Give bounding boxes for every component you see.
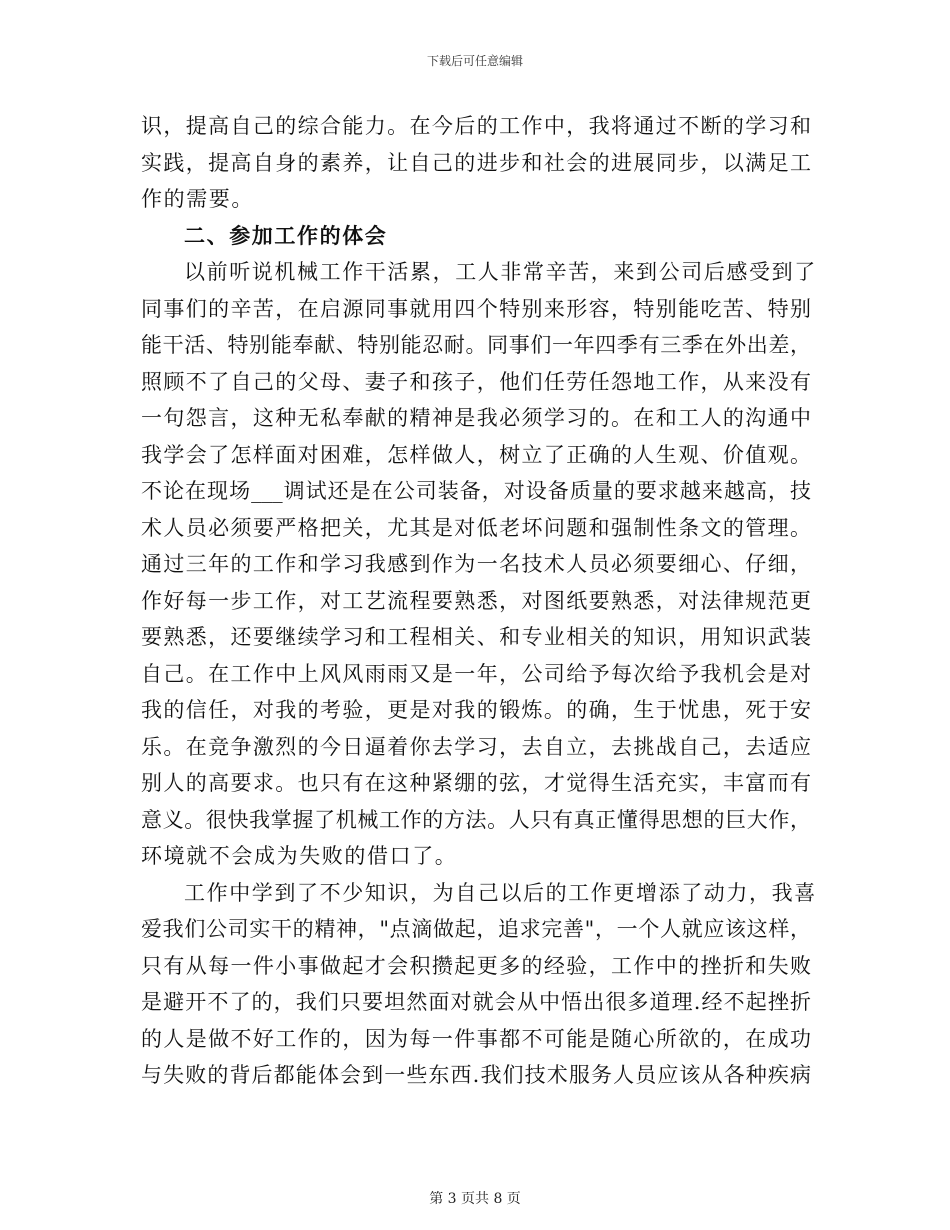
page-number: 第 3 页共 8 页	[429, 1191, 521, 1207]
text-line: 与失败的背后都能体会到一些东西.我们技术服务人员应该从各种疾病	[141, 1063, 811, 1087]
text-line: 我的信任，对我的考验，更是对我的锻炼。的确，生于忧患，死于安	[141, 698, 811, 722]
text-line: 以前听说机械工作干活累，工人非常辛苦，来到公司后感受到了	[184, 260, 817, 284]
text-line: 自己。在工作中上风风雨雨又是一年，公司给予每次给予我机会是对	[141, 661, 811, 686]
section-heading: 二、参加工作的体会	[184, 222, 388, 248]
text-line: 通过三年的工作和学习我感到作为一名技术人员必须要细心、仔细，	[141, 552, 811, 576]
text-line: 识，提高自己的综合能力。在今后的工作中，我将通过不断的学习和	[141, 114, 811, 138]
text-line: 环境就不会成为失败的借口了。	[141, 844, 458, 868]
text-line: 只有从每一件小事做起才会积攒起更多的经验，工作中的挫折和失败	[141, 953, 811, 978]
text-line: 照顾不了自己的父母、妻子和孩子，他们任劳任怨地工作，从来没有	[141, 369, 811, 394]
text-line: 同事们的辛苦，在启源同事就用四个特别来形容，特别能吃苦、特别	[141, 296, 811, 321]
text-line: 术人员必须要严格把关，尤其是对低老坏问题和强制性条文的管理。	[141, 515, 811, 540]
text-line: 乐。在竞争激烈的今日逼着你去学习，去自立，去挑战自己，去适应	[141, 734, 811, 759]
text-line: 能干活、特别能奉献、特别能忍耐。同事们一年四季有三季在外出差，	[141, 333, 811, 357]
text-line: 不论在现场___调试还是在公司装备，对设备质量的要求越来越高，技	[141, 479, 811, 503]
text-line: 工作中学到了不少知识，为自己以后的工作更增添了动力，我喜	[184, 880, 817, 905]
text-line: 作的需要。	[141, 187, 254, 211]
text-line: 实践，提高自身的素养，让自己的进步和社会的进展同步，以满足工	[141, 150, 811, 175]
text-line: 我学会了怎样面对困难，怎样做人，树立了正确的人生观、价值观。	[141, 442, 811, 467]
text-line: 作好每一步工作，对工艺流程要熟悉，对图纸要熟悉，对法律规范更	[141, 588, 811, 613]
text-line: 意义。很快我掌握了机械工作的方法。人只有真正懂得思想的巨大作，	[141, 807, 811, 832]
page-header: 下载后可任意编辑	[426, 54, 523, 68]
text-line: 要熟悉，还要继续学习和工程相关、和专业相关的知识，用知识武装	[141, 625, 811, 649]
text-line: 的人是做不好工作的，因为每一件事都不可能是随心所欲的，在成功	[141, 1026, 811, 1051]
text-line: 爱我们公司实干的精神，"点滴做起，追求完善"，一个人就应该这样，	[141, 917, 811, 941]
text-line: 别人的高要求。也只有在这种紧绷的弦，才觉得生活充实，丰富而有	[141, 771, 811, 795]
text-line: 是避开不了的，我们只要坦然面对就会从中悟出很多道理.经不起挫折	[141, 990, 811, 1014]
document-body	[141, 108, 817, 1094]
text-line: 一句怨言，这种无私奉献的精神是我必须学习的。在和工人的沟通中	[141, 406, 811, 430]
